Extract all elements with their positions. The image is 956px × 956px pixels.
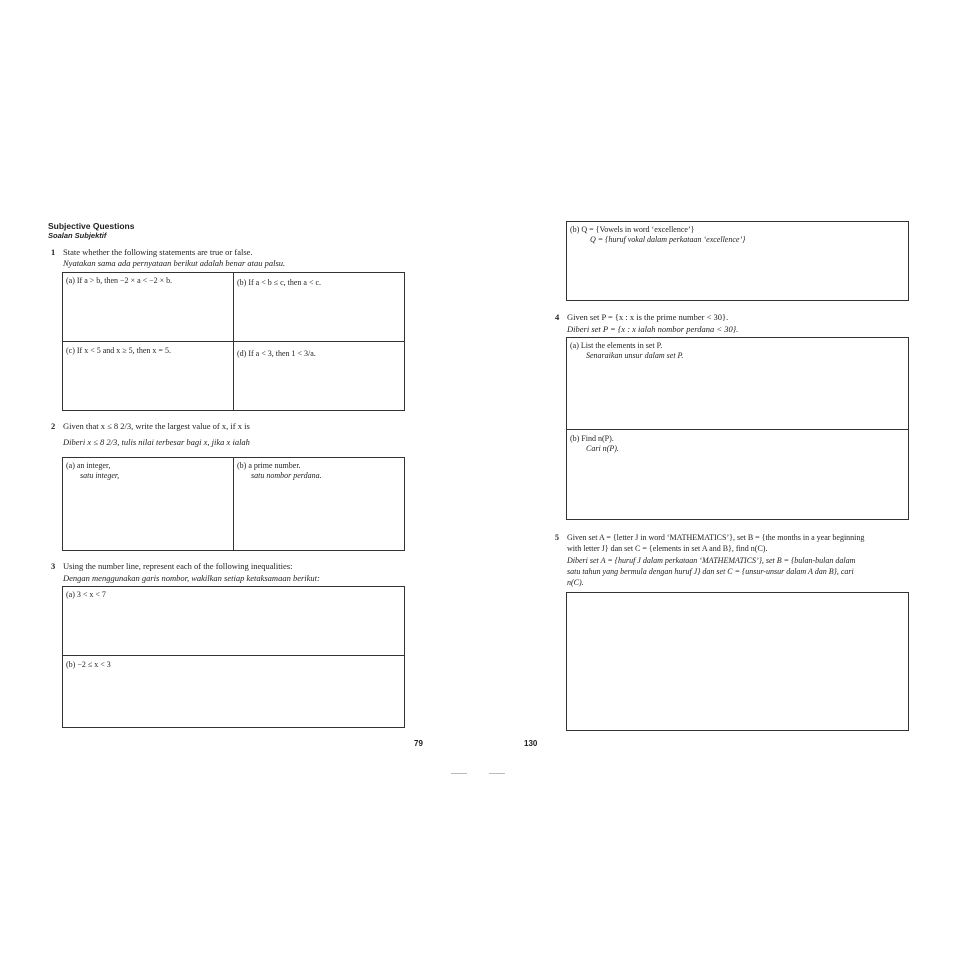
q5-text-ms-3: n(C).	[567, 578, 584, 587]
section-title: Subjective Questions	[48, 221, 135, 231]
q1-part-d: (d) If a < 3, then 1 < 3/a.	[237, 349, 316, 358]
q-prev-part-b	[566, 223, 909, 247]
q4-part-b-en: (b) Find n(P).	[570, 434, 614, 443]
q2-part-b-en: (b) a prime number.	[237, 461, 301, 470]
q4-text-en: Given set P = {x : x is the prime number < 30}.	[567, 312, 729, 322]
q4-part-b-ms: Cari n(P).	[586, 444, 619, 453]
q4-part-a	[566, 339, 909, 363]
q2-part-a-ms: satu integer,	[80, 471, 120, 480]
q4-part-a-ms: Senaraikan unsur dalam set P.	[586, 351, 684, 360]
q4-text-ms: Diberi set P = {x : x ialah nombor perdana < 30}.	[567, 324, 739, 334]
q5-text-en-2: with letter J} dan set C = {elements in set A and B}, find n(C).	[567, 544, 768, 553]
q1-part-c: (c) If x < 5 and x ≥ 5, then x = 5.	[66, 346, 171, 355]
q5-answer-box	[566, 592, 909, 731]
q3-part-b: (b) −2 ≤ x < 3	[66, 660, 111, 669]
q3-text-ms: Dengan menggunakan garis nombor, wakilkan setiap ketaksamaan berikut:	[63, 573, 320, 583]
q2-part-a	[62, 459, 233, 483]
q4-part-a-en: (a) List the elements in set P.	[570, 341, 663, 350]
q-prev-part-b-en: (b) Q = {Vowels in word ‘excellence’}	[570, 225, 695, 234]
q3-question	[51, 561, 292, 572]
page-number-left: 79	[414, 739, 423, 748]
q4-part-b	[566, 432, 909, 456]
q2-question	[51, 421, 250, 432]
q5-text-ms-2: satu tahun yang bermula dengan huruf J} dan set C = {unsur-unsur dalam A dan B}, cari	[567, 567, 854, 576]
q1-number: 1	[51, 247, 56, 257]
q2-text-ms: Diberi x ≤ 8 2/3, tulis nilai terbesar bagi x, jika x ialah	[63, 437, 250, 447]
section-subtitle: Soalan Subjektif	[48, 231, 107, 240]
q3-text-en: Using the number line, represent each of the following inequalities:	[63, 561, 293, 571]
q3-part-a: (a) 3 < x < 7	[66, 590, 106, 599]
q2-part-b	[233, 459, 405, 483]
page-number-right: 130	[524, 739, 538, 748]
q5-text-en-1: Given set A = {letter J in word ‘MATHEMATICS’}, set B = {the months in a year beginning	[567, 533, 865, 542]
q1-grid-divider	[62, 341, 405, 342]
q1-text-en: State whether the following statements are true or false.	[63, 247, 253, 257]
q4-question	[555, 312, 728, 323]
q2-number: 2	[51, 421, 56, 431]
q3-grid-divider	[62, 655, 405, 656]
q3-answer-grid	[62, 586, 405, 728]
q5-number: 5	[555, 533, 559, 542]
q2-text-en: Given that x ≤ 8 2/3, write the largest value of x, if x is	[63, 421, 250, 431]
q1-question	[51, 247, 253, 258]
decorative-dash	[489, 773, 505, 774]
q5-text-ms-1: Diberi set A = {huruf J dalam perkataan ‘MATHEMATICS’}, set B = {bulan-bulan dalam	[567, 556, 856, 565]
q-prev-part-b-ms: Q = {huruf vokal dalam perkataan ‘excellence’}	[590, 235, 746, 244]
q1-part-a: (a) If a > b, then −2 × a < −2 × b.	[66, 276, 173, 285]
q3-number: 3	[51, 561, 56, 571]
q1-part-b: (b) If a < b ≤ c, then a < c.	[237, 278, 322, 287]
q5-question	[555, 532, 864, 543]
decorative-dash	[451, 773, 467, 774]
q4-grid-divider	[566, 429, 909, 430]
q2-part-a-en: (a) an integer,	[66, 461, 111, 470]
q2-part-b-ms: satu nombor perdana.	[251, 471, 322, 480]
q4-number: 4	[555, 312, 560, 322]
q1-text-ms: Nyatakan sama ada pernyataan berikut adalah benar atau palsu.	[63, 258, 286, 268]
